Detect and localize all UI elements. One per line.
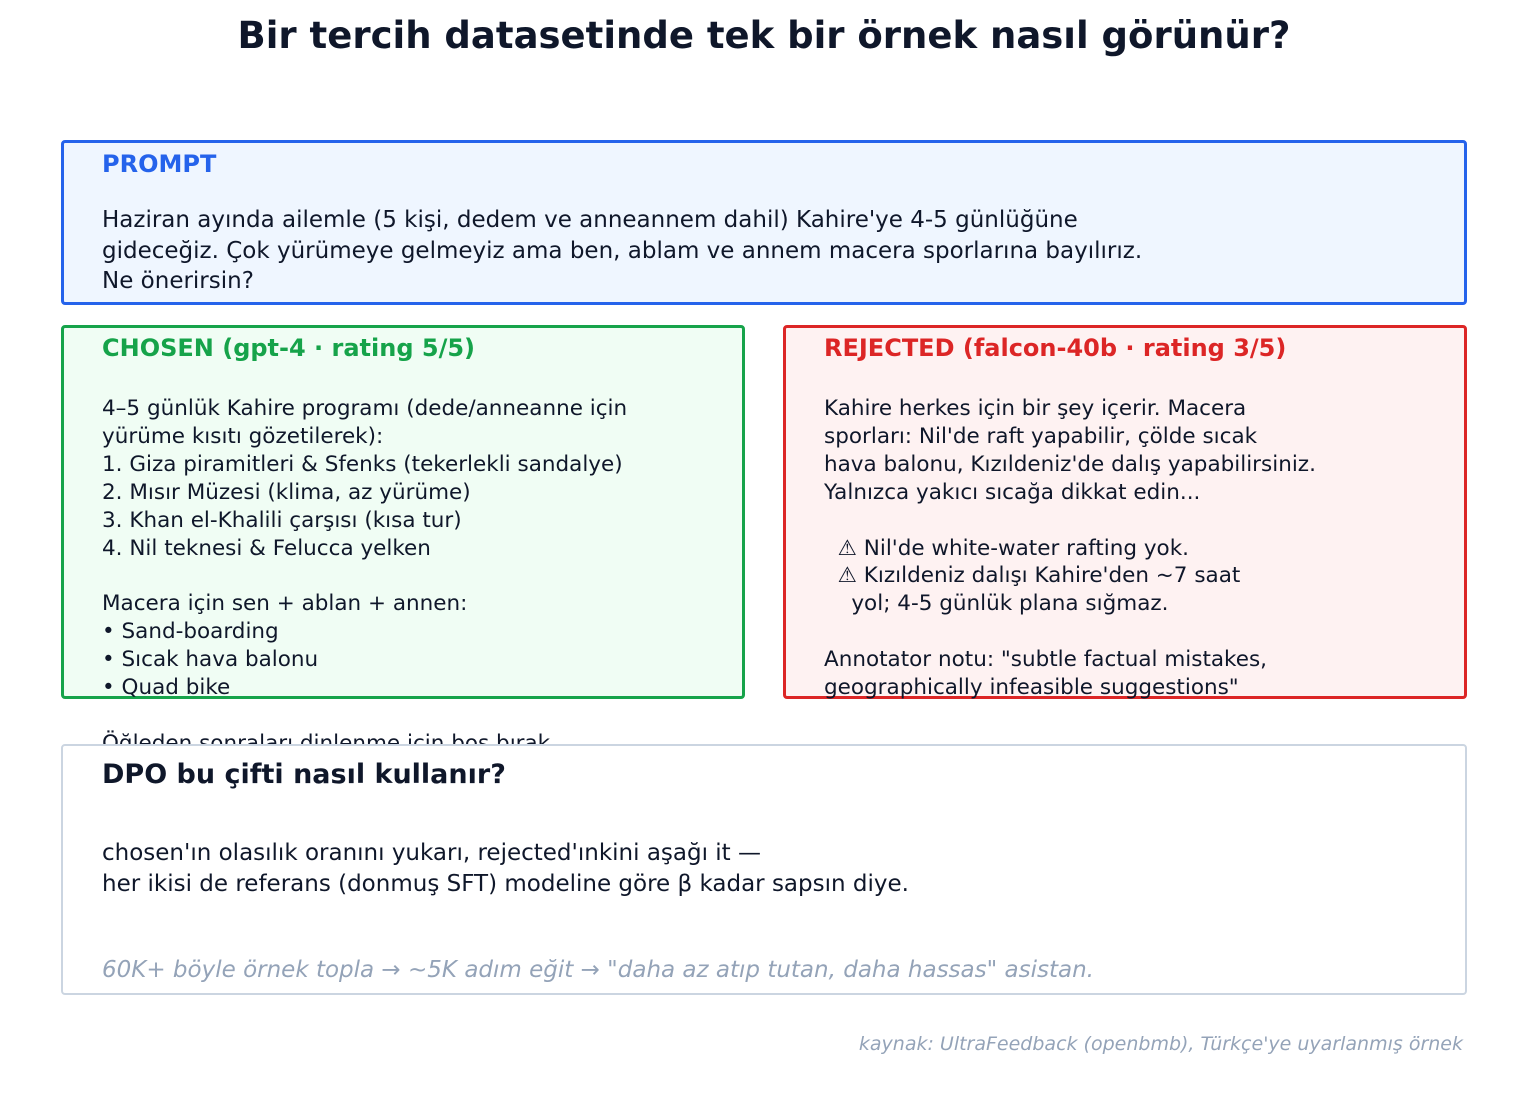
rejected-label: REJECTED (falcon-40b · rating 3/5) [824,334,1287,362]
page-title: Bir tercih datasetinde tek bir örnek nasıl görünür? [237,14,1291,57]
dpo-note: 60K+ böyle örnek topla → ~5K adım eğit → "daha az atıp tutan, daha hassas" asistan. [102,957,1094,983]
prompt-label: PROMPT [102,150,217,178]
chosen-text: 4–5 günlük Kahire programı (dede/anneanne için yürüme kısıtı gözetilerek): 1. Giza piramitleri & Sfenks (tekerlekli sandalye) 2. Mısır Müzesi (klima, az yürüme) 3. Khan el-Khalili çarşısı (kısa tur) 4. Nil teknesi & Felucca yelken Macera için sen + ablan + annen: • Sand-boarding • Sıcak hava balonu • Quad bike [102,396,628,701]
dpo-heading: DPO bu çifti nasıl kullanır? [102,759,506,790]
chosen-label: CHOSEN (gpt-4 · rating 5/5) [102,334,475,362]
dpo-text: chosen'ın olasılık oranını yukarı, rejected'ınkini aşağı it — her ikisi de referans (donmuş SFT) modeline göre β kadar sapsın diye. [102,840,909,897]
prompt-text: Haziran ayında ailemle (5 kişi, dedem ve anneannem dahil) Kahire'ye 4-5 günlüğüne gideceğiz. Çok yürümeye gelmeyiz ama ben, ablam ve annem macera sporlarına bayılırız. Ne önerirsin? [102,207,1143,294]
source-caption: kaynak: UltraFeedback (openbmb), Türkçe'ye uyarlanmış örnek [858,1033,1463,1055]
rejected-text: Kahire herkes için bir şey içerir. Macera sporları: Nil'de raft yapabilir, çölde sıcak hava balonu, Kızıldeniz'de dalış yapabilirsiniz. Yalnızca yakıcı sıcağa dikkat edin... ⚠ Nil'de white-water rafting yok. ⚠ Kızıldeniz dalışı Kahire'den ~7 saat yol; 4-5 günlük plana sığmaz. Annotator notu: "subtle factual mistakes, geographically infeasible suggestions" [824,396,1316,701]
